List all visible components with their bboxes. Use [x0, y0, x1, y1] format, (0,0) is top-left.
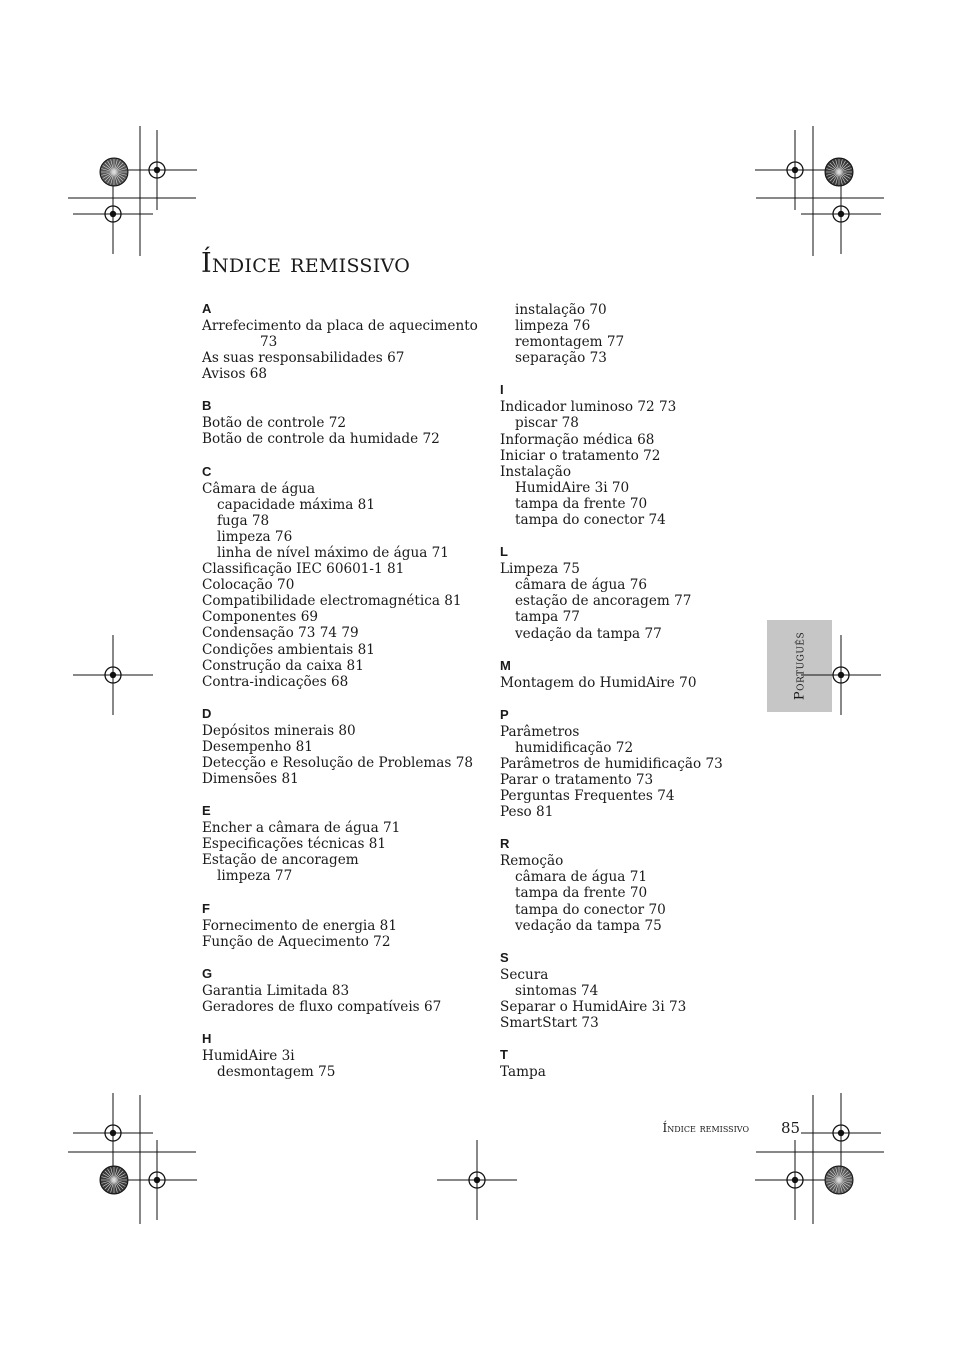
- section-letter: I: [500, 382, 504, 398]
- index-subentry: limpeza 76: [217, 528, 293, 545]
- index-entry: Separar o HumidAire 3i 73: [500, 998, 687, 1015]
- section-letter: D: [202, 705, 212, 721]
- index-subentry: tampa do conector 70: [515, 901, 666, 918]
- index-entry: HumidAire 3i: [202, 1047, 295, 1064]
- index-entry: Avisos 68: [202, 366, 268, 383]
- index-subentry: separação 73: [515, 350, 607, 367]
- section-letter: E: [202, 803, 211, 819]
- section-letter: R: [500, 836, 510, 852]
- index-entry: Encher a câmara de água 71: [202, 820, 401, 837]
- index-entry: Botão de controle da humidade 72: [202, 431, 440, 448]
- index-subentry: limpeza 77: [217, 868, 293, 885]
- registration-dot-icon: [154, 167, 160, 173]
- language-tab-label: Português: [792, 631, 807, 701]
- index-entry: Remoção: [500, 853, 564, 870]
- page-title: Índice remissivo: [201, 248, 411, 279]
- index-subentry: remontagem 77: [515, 334, 625, 351]
- index-entry: Câmara de água: [202, 480, 316, 497]
- index-entry: Detecção e Resolução de Problemas 78: [202, 754, 473, 771]
- index-subentry: capacidade máxima 81: [217, 496, 375, 513]
- section-letter: P: [500, 706, 509, 722]
- index-subentry: vedação da tampa 75: [515, 917, 662, 934]
- index-entry: Perguntas Frequentes 74: [500, 788, 675, 805]
- registration-dot-icon: [110, 211, 116, 217]
- section-letter: A: [202, 301, 212, 316]
- index-entry: Classificação IEC 60601-1 81: [202, 561, 405, 578]
- registration-dot-icon: [154, 1177, 160, 1183]
- index-entry: As suas responsabilidades 67: [202, 350, 405, 367]
- index-subentry: sintomas 74: [515, 982, 599, 999]
- index-entry: Iniciar o tratamento 72: [500, 447, 661, 464]
- index-entry: Depósitos minerais 80: [202, 722, 356, 739]
- index-entry: Parâmetros de humidificação 73: [500, 755, 723, 772]
- index-entry: Estação de ancoragem: [202, 852, 359, 869]
- index-entry: Instalação: [500, 463, 572, 480]
- index-entry: Limpeza 75: [500, 561, 580, 578]
- index-subentry: instalação 70: [515, 302, 607, 318]
- index-subentry: câmara de água 76: [515, 577, 647, 594]
- index-entry: 73: [260, 334, 278, 351]
- index-entry: Informação médica 68: [500, 431, 655, 448]
- index-subentry: estação de ancoragem 77: [515, 593, 692, 610]
- index-entry: Indicador luminoso 72 73: [500, 399, 677, 416]
- section-letter: L: [500, 544, 508, 560]
- index-entry: Compatibilidade electromagnética 81: [202, 593, 462, 610]
- registration-dot-icon: [792, 1177, 798, 1183]
- index-entry: Secura: [500, 966, 549, 983]
- index-subentry: desmontagem 75: [217, 1064, 336, 1080]
- index-entry: Construção da caixa 81: [202, 657, 364, 674]
- registration-dot-icon: [838, 672, 844, 678]
- section-letter: H: [202, 1030, 212, 1046]
- registration-dot-icon: [838, 211, 844, 217]
- section-letter: M: [500, 657, 511, 673]
- registration-dot-icon: [792, 167, 798, 173]
- index-subentry: vedação da tampa 77: [515, 625, 662, 642]
- index-entry: Geradores de fluxo compatíveis 67: [202, 998, 442, 1015]
- index-entry: Condições ambientais 81: [202, 641, 375, 658]
- index-entry: Tampa: [500, 1064, 546, 1081]
- index-subentry: linha de nível máximo de água 71: [217, 544, 449, 561]
- index-entry: SmartStart 73: [500, 1015, 599, 1031]
- index-subentry: câmara de água 71: [515, 869, 647, 886]
- index-entry: Função de Aquecimento 72: [202, 933, 391, 950]
- index-entry: Especificações técnicas 81: [202, 836, 387, 853]
- section-letter: F: [202, 900, 210, 916]
- section-letter: T: [500, 1047, 508, 1063]
- index-entry: Contra-indicações 68: [202, 673, 349, 690]
- index-subentry: tampa do conector 74: [515, 512, 666, 529]
- index-entry: Peso 81: [500, 804, 554, 821]
- index-subentry: tampa da frente 70: [515, 885, 648, 902]
- registration-dot-icon: [110, 1130, 116, 1136]
- index-subentry: piscar 78: [515, 415, 579, 432]
- footer-section-label: Índice remissivo: [662, 1121, 749, 1135]
- registration-dot-icon: [110, 672, 116, 678]
- index-subentry: tampa 77: [515, 609, 580, 626]
- index-entry: Componentes 69: [202, 609, 319, 626]
- index-entry: Parâmetros: [500, 723, 580, 740]
- index-entry: Fornecimento de energia 81: [202, 917, 397, 934]
- index-subentry: tampa da frente 70: [515, 495, 648, 512]
- index-subentry: limpeza 76: [515, 318, 591, 335]
- index-entry: Dimensões 81: [202, 771, 299, 788]
- index-entry: Condensação 73 74 79: [202, 625, 359, 642]
- index-entry: Montagem do HumidAire 70: [500, 674, 697, 691]
- section-letter: C: [202, 463, 212, 479]
- index-subentry: humidificação 72: [515, 739, 634, 756]
- registration-dot-icon: [838, 1130, 844, 1136]
- index-entry: Parar o tratamento 73: [500, 771, 654, 788]
- index-subentry: HumidAire 3i 70: [515, 479, 630, 496]
- index-entry: Arrefecimento da placa de aquecimento: [202, 318, 478, 334]
- index-entry: Colocação 70: [202, 577, 295, 594]
- index-subentry: fuga 78: [217, 512, 270, 529]
- section-letter: S: [500, 949, 509, 965]
- section-letter: G: [202, 965, 213, 981]
- section-letter: B: [202, 398, 212, 414]
- page-number: 85: [781, 1119, 801, 1137]
- registration-dot-icon: [474, 1177, 480, 1183]
- index-entry: Desempenho 81: [202, 738, 313, 755]
- index-entry: Botão de controle 72: [202, 415, 347, 432]
- index-entry: Garantia Limitada 83: [202, 982, 350, 999]
